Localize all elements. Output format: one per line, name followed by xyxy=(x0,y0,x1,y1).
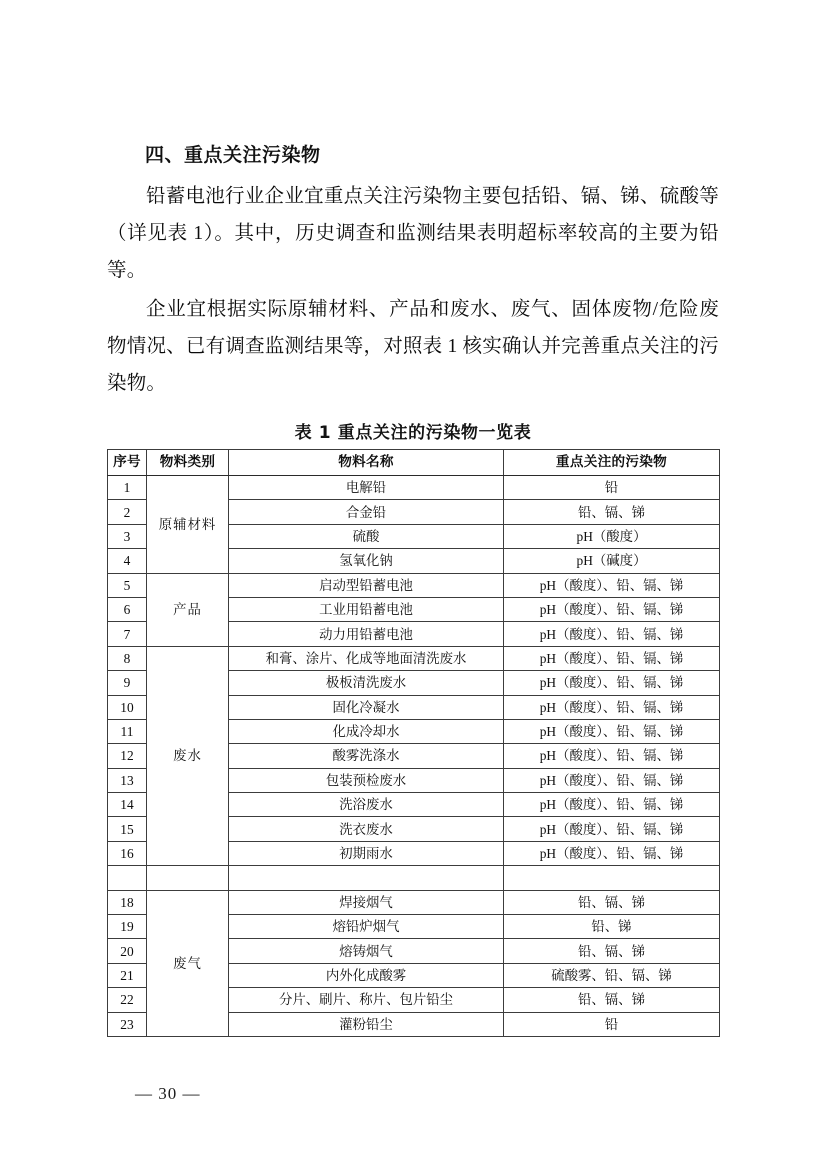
cell-no: 4 xyxy=(108,549,147,573)
cell-pollutants: 铅、镉、锑 xyxy=(504,939,720,963)
cell-pollutants: pH（酸度）、铅、镉、锑 xyxy=(504,841,720,865)
cell-material-name: 酸雾洗涤水 xyxy=(229,744,504,768)
cell-no: 8 xyxy=(108,646,147,670)
cell-pollutants: pH（酸度）、铅、镉、锑 xyxy=(504,719,720,743)
cell-category: 产品 xyxy=(147,573,229,646)
cell-pollutants: 硫酸雾、铅、镉、锑 xyxy=(504,963,720,987)
cell-material-name: 电解铅 xyxy=(229,476,504,500)
cell-no: 12 xyxy=(108,744,147,768)
cell-material-name xyxy=(229,866,504,890)
cell-pollutants: pH（酸度）、铅、镉、锑 xyxy=(504,646,720,670)
cell-material-name: 初期雨水 xyxy=(229,841,504,865)
cell-pollutants: pH（酸度）、铅、镉、锑 xyxy=(504,622,720,646)
cell-material-name: 熔铅炉烟气 xyxy=(229,915,504,939)
cell-pollutants: pH（酸度）、铅、镉、锑 xyxy=(504,597,720,621)
page-number: — 30 — xyxy=(135,1084,201,1103)
cell-no: 21 xyxy=(108,963,147,987)
cell-material-name: 固化冷凝水 xyxy=(229,695,504,719)
cell-pollutants: pH（酸度）、铅、镉、锑 xyxy=(504,768,720,792)
cell-no: 15 xyxy=(108,817,147,841)
cell-material-name: 灌粉铅尘 xyxy=(229,1012,504,1036)
table-row xyxy=(108,890,720,914)
cell-no: 5 xyxy=(108,573,147,597)
cell-no: 6 xyxy=(108,597,147,621)
cell-material-name: 和膏、涂片、化成等地面清洗废水 xyxy=(229,646,504,670)
header-cell-no: 序号 xyxy=(108,450,147,476)
header-cell-pollutants: 重点关注的污染物 xyxy=(504,450,720,476)
cell-no: 11 xyxy=(108,719,147,743)
cell-material-name: 硫酸 xyxy=(229,524,504,548)
table-row xyxy=(108,573,720,597)
pollutants-table xyxy=(107,449,720,1037)
cell-pollutants: 铅、镉、锑 xyxy=(504,988,720,1012)
cell-pollutants: pH（酸度） xyxy=(504,524,720,548)
cell-material-name: 启动型铅蓄电池 xyxy=(229,573,504,597)
cell-category: 废水 xyxy=(147,646,229,866)
cell-pollutants: pH（酸度）、铅、镉、锑 xyxy=(504,817,720,841)
cell-no: 10 xyxy=(108,695,147,719)
header-cell-category: 物料类别 xyxy=(147,450,229,476)
table-row xyxy=(108,646,720,670)
cell-pollutants: 铅、镉、锑 xyxy=(504,500,720,524)
table-row xyxy=(108,476,720,500)
cell-no: 14 xyxy=(108,793,147,817)
cell-category xyxy=(147,866,229,890)
cell-category: 废气 xyxy=(147,890,229,1036)
cell-pollutants: pH（酸度）、铅、镉、锑 xyxy=(504,793,720,817)
cell-material-name: 动力用铅蓄电池 xyxy=(229,622,504,646)
cell-no: 2 xyxy=(108,500,147,524)
paragraph-1: 铅蓄电池行业企业宜重点关注污染物主要包括铅、镉、锑、硫酸等（详见表 1）。其中，历史调查和监测结果表明超标率较高的主要为铅等。 xyxy=(107,186,719,281)
cell-pollutants: 铅 xyxy=(504,476,720,500)
cell-material-name: 焊接烟气 xyxy=(229,890,504,914)
cell-no: 7 xyxy=(108,622,147,646)
cell-material-name: 洗浴废水 xyxy=(229,793,504,817)
table-row xyxy=(108,866,720,890)
cell-no: 16 xyxy=(108,841,147,865)
cell-no: 22 xyxy=(108,988,147,1012)
cell-no: 3 xyxy=(108,524,147,548)
cell-pollutants: pH（酸度）、铅、镉、锑 xyxy=(504,573,720,597)
cell-material-name: 工业用铅蓄电池 xyxy=(229,597,504,621)
cell-material-name: 化成冷却水 xyxy=(229,719,504,743)
cell-no: 9 xyxy=(108,671,147,695)
cell-material-name: 内外化成酸雾 xyxy=(229,963,504,987)
cell-material-name: 熔铸烟气 xyxy=(229,939,504,963)
cell-pollutants: pH（酸度）、铅、镉、锑 xyxy=(504,695,720,719)
section-heading: 四、重点关注污染物 xyxy=(145,144,321,166)
cell-pollutants: pH（酸度）、铅、镉、锑 xyxy=(504,744,720,768)
table-caption: 表 1 重点关注的污染物一览表 xyxy=(294,423,532,443)
page-content xyxy=(107,140,719,1037)
cell-material-name: 氢氧化钠 xyxy=(229,549,504,573)
cell-pollutants: 铅、镉、锑 xyxy=(504,890,720,914)
cell-pollutants: pH（碱度） xyxy=(504,549,720,573)
cell-material-name: 分片、刷片、称片、包片铅尘 xyxy=(229,988,504,1012)
cell-pollutants xyxy=(504,866,720,890)
table-body xyxy=(108,476,720,1037)
cell-no: 23 xyxy=(108,1012,147,1036)
header-cell-name: 物料名称 xyxy=(229,450,504,476)
table-header-row xyxy=(108,450,720,476)
cell-category: 原辅材料 xyxy=(147,476,229,574)
cell-no xyxy=(108,866,147,890)
cell-pollutants: 铅 xyxy=(504,1012,720,1036)
cell-material-name: 极板清洗废水 xyxy=(229,671,504,695)
cell-material-name: 包装预检废水 xyxy=(229,768,504,792)
cell-pollutants: pH（酸度）、铅、镉、锑 xyxy=(504,671,720,695)
cell-no: 20 xyxy=(108,939,147,963)
cell-material-name: 合金铅 xyxy=(229,500,504,524)
cell-no: 13 xyxy=(108,768,147,792)
cell-material-name: 洗衣废水 xyxy=(229,817,504,841)
cell-no: 18 xyxy=(108,890,147,914)
paragraph-2: 企业宜根据实际原辅材料、产品和废水、废气、固体废物/危险废物情况、已有调查监测结果等，对照表 1 核实确认并完善重点关注的污染物。 xyxy=(107,299,719,394)
cell-no: 1 xyxy=(108,476,147,500)
cell-pollutants: 铅、锑 xyxy=(504,915,720,939)
cell-no: 19 xyxy=(108,915,147,939)
